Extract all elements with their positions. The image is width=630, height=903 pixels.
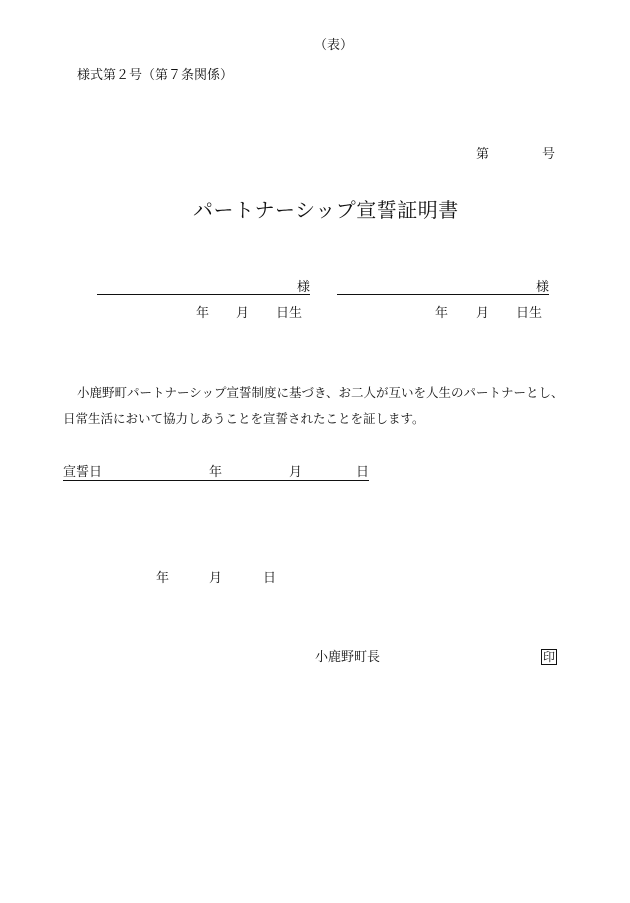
oath-date-day-label: 日 (356, 465, 370, 480)
oath-date-year-label: 年 (209, 465, 223, 480)
person2-birth-day-label: 日生 (516, 306, 543, 321)
form-side-label: （表） (314, 38, 354, 53)
document-title: パートナーシップ宣誓証明書 (193, 198, 459, 222)
person1-name-line (97, 294, 310, 295)
person1-birth-day-label: 日生 (276, 306, 303, 321)
certificate-body-line-2: 日常生活において協力しあうことを宣誓されたことを証します。 (63, 411, 425, 426)
person2-name-line (337, 294, 549, 295)
oath-date-label: 宣誓日 (63, 465, 103, 480)
official-seal-mark: 印 (543, 650, 556, 664)
certificate-number-prefix: 第 (476, 147, 490, 162)
person2-birth-month-label: 月 (476, 306, 490, 321)
person1-birth-year-label: 年 (196, 306, 210, 321)
person1-birth-month-label: 月 (236, 306, 250, 321)
form-number: 様式第２号（第７条関係） (77, 68, 234, 83)
certificate-body-line-1: 小鹿野町パートナーシップ宣誓制度に基づき、お二人が互いを人生のパートナーとし、 (77, 385, 564, 400)
issue-date-year-label: 年 (156, 571, 170, 586)
certificate-number-suffix: 号 (542, 147, 556, 162)
signatory-name: 小鹿野町長 (315, 650, 381, 665)
issue-date-month-label: 月 (209, 571, 223, 586)
oath-date-month-label: 月 (289, 465, 303, 480)
issue-date-day-label: 日 (263, 571, 277, 586)
person1-honorific: 様 (297, 280, 311, 295)
person2-birth-year-label: 年 (435, 306, 449, 321)
person2-honorific: 様 (536, 280, 550, 295)
